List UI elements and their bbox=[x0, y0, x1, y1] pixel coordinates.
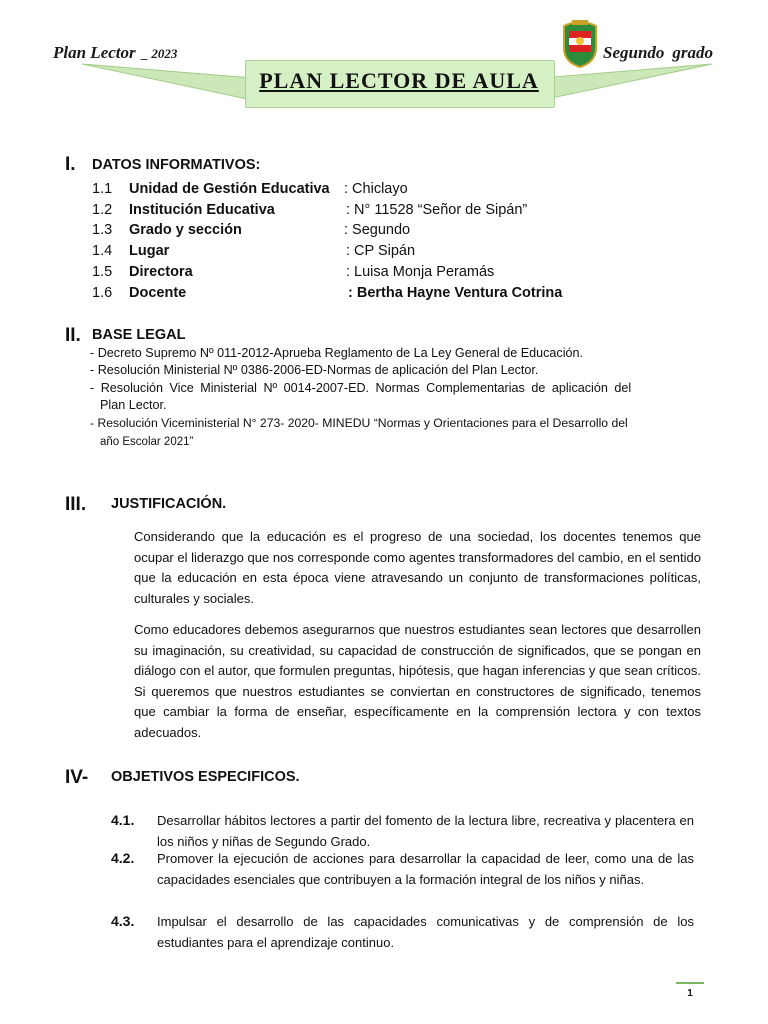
section-2-heading: BASE LEGAL bbox=[92, 327, 186, 343]
info-label: Directora bbox=[129, 264, 193, 280]
info-label: Institución Educativa bbox=[129, 202, 275, 218]
justification-paragraph: Como educadores debemos asegurarnos que nuestros estudiantes sean lectores que desarrollen su imaginación, su creatividad, su capacidad de construcción de significados, que se pongan en diálogo con el autor, que formulen preguntas, hipótesis, que hagan inferencias y que sean críticos. Si queremos que nuestros estudiantes se conviertan en constructores de significado, tenemos que cambiar la forma de enseñar, específicamente en la comprensión lectora y con textos adecuados. bbox=[134, 622, 701, 740]
objective-number: 4.2. bbox=[111, 850, 135, 866]
objective-number: 4.3. bbox=[111, 913, 135, 929]
info-value: : N° 11528 “Señor de Sipán” bbox=[346, 202, 528, 218]
objective-text: Promover la ejecución de acciones para desarrollar la capacidad de leer, como una de las capacidades esenciales que contribuyen a la formación integral de los niños y niñas. bbox=[157, 851, 694, 887]
info-value: : Segundo bbox=[344, 222, 411, 238]
info-row bbox=[92, 181, 408, 197]
info-row bbox=[92, 285, 563, 301]
objective-text: Impulsar el desarrollo de las capacidades comunicativas y de comprensión de los estudiantes para el aprendizaje continuo. bbox=[157, 914, 694, 950]
page-number: 1 bbox=[687, 988, 693, 999]
grade-word-1: Segundo bbox=[603, 43, 665, 62]
legal-item: - Decreto Supremo Nº 011-2012-Aprueba Reglamento de La Ley General de Educación. bbox=[90, 346, 584, 360]
info-number: 1.4 bbox=[92, 243, 113, 259]
info-row bbox=[92, 222, 411, 238]
info-row bbox=[92, 243, 416, 259]
section-1-number: I. bbox=[65, 154, 76, 175]
objective-number: 4.1. bbox=[111, 812, 135, 828]
section-3-heading: JUSTIFICACIÓN. bbox=[111, 496, 227, 512]
info-number: 1.1 bbox=[92, 181, 113, 197]
section-4-number: IV- bbox=[65, 767, 89, 788]
plan-lector-label: Plan Lector bbox=[53, 43, 136, 62]
page-number-rule bbox=[676, 982, 704, 984]
objective-text: Desarrollar hábitos lectores a partir del fomento de la lectura libre, recreativa y placentera en los niños y niñas de Segundo Grado. bbox=[157, 813, 694, 849]
legal-item: - Resolución Viceministerial N° 273- 2020- MINEDU “Normas y Orientaciones para el Desarrollo del bbox=[90, 416, 628, 430]
section-1-heading: DATOS INFORMATIVOS: bbox=[92, 157, 261, 173]
info-value: : Bertha Hayne Ventura Cotrina bbox=[348, 285, 563, 301]
legal-item-continued: Plan Lector. bbox=[100, 398, 167, 412]
justification-paragraph: Considerando que la educación es el progreso de una sociedad, los docentes tenemos que ocupar el liderazgo que nos corresponde como agentes transformadores del cambio, en el sentido que la educación en esta época viene atravesando un conjunto de transformaciones políticas, culturales y sociales. bbox=[134, 529, 701, 606]
header-right-grade bbox=[603, 43, 713, 63]
legal-item-continued: año Escolar 2021” bbox=[100, 436, 194, 448]
section-4-heading: OBJETIVOS ESPECIFICOS. bbox=[111, 769, 300, 785]
info-number: 1.2 bbox=[92, 202, 113, 218]
legal-item: - Resolución Ministerial Nº 0386-2006-ED-Normas de aplicación del Plan Lector. bbox=[90, 363, 539, 377]
info-label: Docente bbox=[129, 285, 187, 301]
info-value: : Luisa Monja Peramás bbox=[346, 264, 495, 280]
info-row bbox=[92, 202, 528, 218]
info-label: Grado y sección bbox=[129, 222, 242, 238]
info-row bbox=[92, 264, 495, 280]
info-number: 1.6 bbox=[92, 285, 113, 301]
legal-item: - Resolución Vice Ministerial Nº 0014-2007-ED. Normas Complementarias de aplicación del bbox=[90, 381, 632, 395]
school-crest-icon bbox=[560, 18, 600, 68]
year-label: _ 2023 bbox=[141, 46, 178, 61]
section-3-number: III. bbox=[65, 494, 87, 515]
info-value: : CP Sipán bbox=[346, 243, 416, 259]
info-number: 1.5 bbox=[92, 264, 113, 280]
grade-word-2: grado bbox=[672, 43, 714, 62]
info-value: : Chiclayo bbox=[344, 181, 408, 197]
section-2-number: II. bbox=[65, 325, 81, 346]
info-label: Lugar bbox=[129, 243, 170, 259]
info-label: Unidad de Gestión Educativa bbox=[129, 181, 330, 197]
info-number: 1.3 bbox=[92, 222, 113, 238]
document-title: PLAN LECTOR DE AULA bbox=[259, 68, 539, 93]
